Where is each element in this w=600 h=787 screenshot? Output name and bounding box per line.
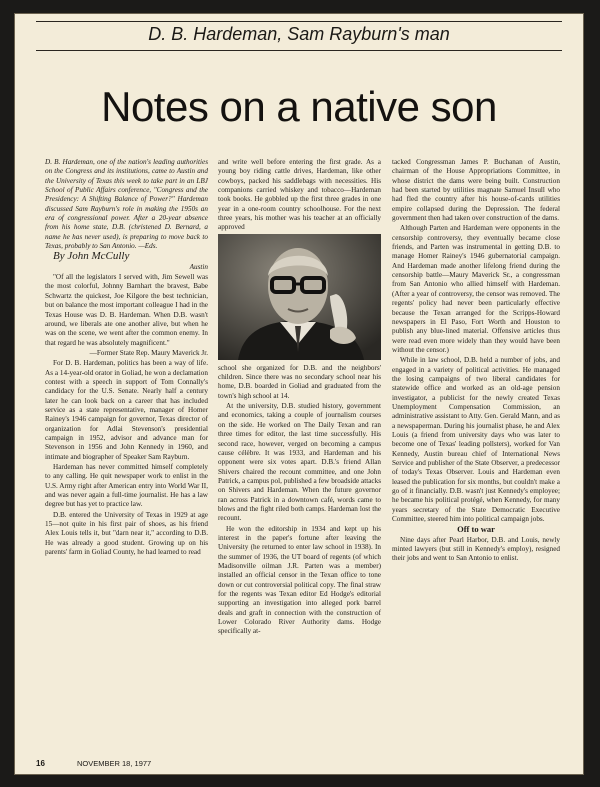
- body-paragraph: For D. B. Hardeman, politics has been a way of life. As a 14-year-old orator in Goliad, he won a declamation contest with a speech in support of Tom Connally's candidacy for the U.S. Senate. Nearly half a century later he can look back on a career that has included service as a state representative, manager of Homer Rainey's 1946 campaign for governor, Texas director of organization for Adlai Stevenson's presidential campaign in 1952, advisor and advance man for Stevenson in 1956 and John Kennedy in 1960, and intimate and biographer of Speaker Sam Rayburn.: [45, 359, 208, 461]
- body-paragraph: "Of all the legislators I served with, Jim Sewell was the most colorful, Johnny Barnhart the bravest, Babe Schwartz the quickest, Joe Kilgore the best technician, but on balance the most important colleague I had in the Texas House was D. B. Hardeman. When D.B. wasn't around, we liberals ate one another alive, but when he was on the scene, we went after the common enemy. In that regard he was absolutely magnificent.": [45, 273, 208, 347]
- body-paragraph: tacked Congressman James P. Buchanan of Austin, chairman of the House Appropriations Committee, in whose district the dams were being built. Construction had been started by utilities magnate Samuel Insull who had fled the country after his house-of-cards utilities empire collapsed during the Depression. The federal government then had taken over construction of the dams.: [392, 158, 560, 223]
- kicker: D. B. Hardeman, Sam Rayburn's man: [148, 24, 450, 44]
- kicker-rule: [36, 50, 562, 51]
- body-paragraph: school she organized for D.B. and the neighbors' children. Since there was no secondary school near his home, D.B. boarded in Goliad and graduated from the town's high school at 14.: [218, 363, 381, 400]
- page-footer: [36, 759, 151, 768]
- body-paragraph: Although Parten and Hardeman were opponents in the censorship controversy, they eventually became close friends, and Parten was instrumental in getting D.B. to manage Homer Rainey's 1946 gubernatorial campaign. And Hardeman made another lifelong friend during the censorship battle—Maury Maverick Sr., a congressman from San Antonio who allied himself with Hardeman. (After a year of controversy, the censor was removed. The regents' policy had never been particularly effective because the Texan arranged for the Scripps-Howard newspapers in El Paso, Fort Worth and Houston to publish any blue-lined material. Offensive articles thus were read even more widely than they would have been without the censor.): [392, 224, 560, 354]
- headline: Notes on a native son: [101, 83, 497, 130]
- body-paragraph: Hardeman has never committed himself completely to any calling. He quit newspaper work to enlist in the U.S. Army right after American entry into World War II, and was never again a full-time journalist. He has a law degree but has yet to practice law.: [45, 463, 208, 509]
- section-subhead: Off to war: [457, 524, 495, 535]
- body-paragraph: Nine days after Pearl Harbor, D.B. and Louis, newly minted lawyers (but still in Kennedy's employ), resigned their jobs and went to San Antonio to enlist.: [392, 535, 560, 563]
- column-3: [392, 158, 560, 565]
- issue-date: NOVEMBER 18, 1977: [77, 759, 152, 768]
- intro-paragraph: D. B. Hardeman, one of the nation's leading authorities on the Congress and its institutions, came to Austin and the University of Texas this week to take part in an LBJ School of Public Affairs conference, "Congress and the Presidency: A Shifting Balance of Power?" Hardeman discussed Sam Rayburn's role in making the 1950s an era of congressional power. After a 20-year absence from his home state, D.B. (christened D. Bernard, a name he has never used), is preparing to move back to Texas, probably to San Antonio. —Eds.: [45, 158, 208, 251]
- page-number: 16: [36, 759, 45, 768]
- portrait-photo: [218, 234, 381, 360]
- body-paragraph: and write well before entering the first grade. As a young boy riding cattle drives, Hardeman, like other cowboys, packed his saddlebags with necessities. His companions carried whiskey and tobacco—Hardeman took books. He gobbled up the first three grades in one year in a one-room country schoolhouse. For the next three years, his mother was his teacher at an officially approved: [218, 158, 381, 232]
- dateline: Austin: [189, 262, 208, 271]
- column-2: [218, 158, 381, 638]
- magazine-page: [14, 13, 584, 775]
- column-1: [45, 158, 208, 558]
- byline: By John McCully: [53, 250, 130, 263]
- top-rule: [36, 21, 562, 22]
- quote-attribution: —Former State Rep. Maury Maverick Jr.: [89, 348, 208, 357]
- body-paragraph: At the university, D.B. studied history, government and economics, taking a couple of journalism courses on the side. He worked on The Daily Texan and ran three times for editor, the last time successfully. His second race, however, verged on becoming a campus cause célèbre. It was 1933, and Hardeman and his opponent were six votes apart. D.B.'s friend Allan Shivers chaired the recount committee, and one John Patrick, a campus pol, published a few broadside attacks on Shivers and Hardeman. When the future governor ran across Patrick in a downtown café, words came to blows and the fight riled both camps. Hardeman lost the recount.: [218, 402, 381, 523]
- portrait-illustration: [218, 234, 381, 360]
- body-paragraph: He won the editorship in 1934 and kept up his interest in the paper's fortune after leaving the University (he returned to enter law school in 1938). In the summer of 1936, the UT board of regents (of which Madisonville oilman J.R. Parten was a member) installed an official censor in the Texan office to tone down or cut controversial political copy. The final straw for the regents was Texan editor Ed Hodge's editorial supporting an investigation into alleged pork barrel deals and graft in connection with the construction of Lower Colorado River Authority dams. Hodge specifically at-: [218, 524, 381, 636]
- body-paragraph: D.B. entered the University of Texas in 1929 at age 15—not quite in his first pair of shoes, as his friend Alex Louis tells it, but "darn near it," according to D.B. He was already a good student. Growing up on his parents' farm in Goliad County, he had learned to read: [45, 510, 208, 557]
- body-paragraph: While in law school, D.B. held a number of jobs, and engaged in a variety of political activities. He managed the losing campaigns of two liberal candidates for statewide office and worked as an old-age pension investigator, a publicist for the newly created Texas Unemployment Compensation Commission, an administrative assistant to Atty. Gen. Gerald Mann, and as a newspaperman. During his journalist phase, he and Alex Louis (a friend from university days who was later to become one of Texas' leading pollsters), worked for Van Kennedy, Austin bureau chief of International News Service and publisher of the State Observer, a predecessor of today's Texas Observer. Louis and Hardeman even leased the publication for six months, but couldn't make a go of it financially. D.B. wasn't just Kennedy's employee; he became his political protégé, when Kennedy, for many years secretary of the State Democratic Executive Committee, steered him into political campaign jobs.: [392, 356, 560, 524]
